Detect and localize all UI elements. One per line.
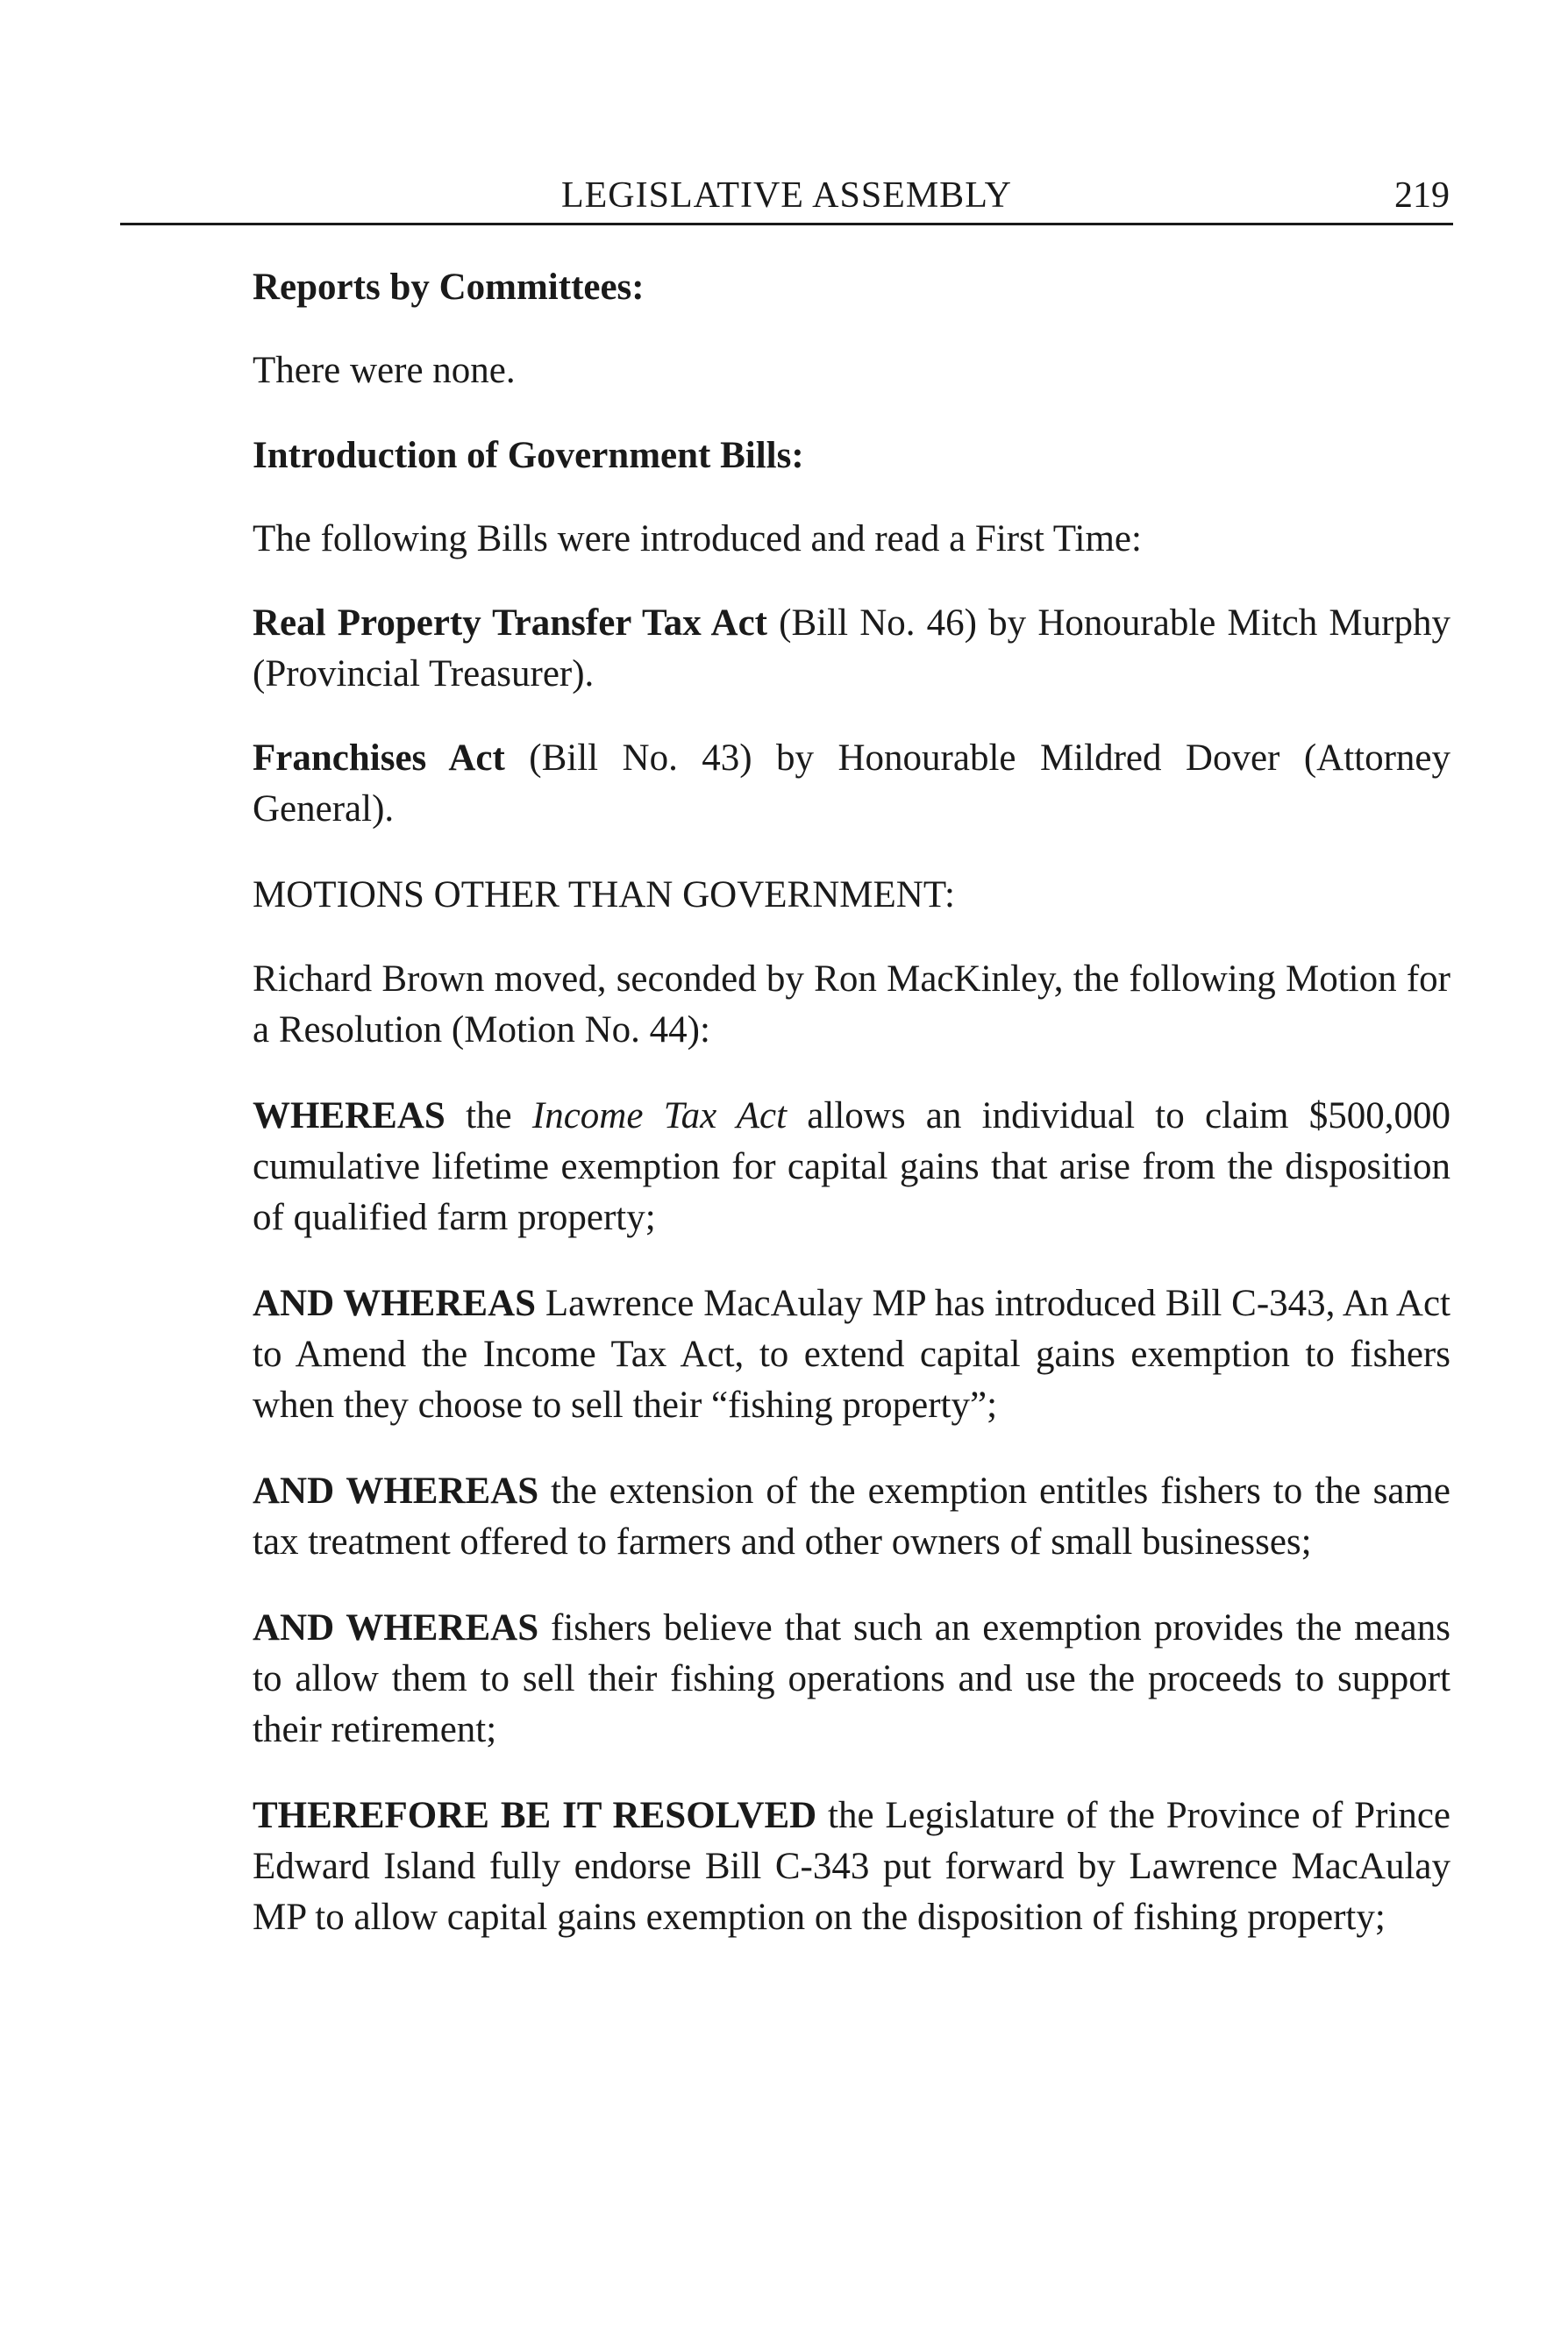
clause-text: the extension of the exemption entitles fishers to the same tax treatment offered to farmers and other owners of small businesses;	[253, 1471, 1451, 1563]
clause-text: the Legislature of the Province of Prince Edward Island fully endorse Bill C-343 put forward by Lawrence MacAulay MP to allow capital gains exemption on the disposition of fishing property;	[253, 1795, 1451, 1938]
clause-lead: AND WHEREAS	[253, 1471, 539, 1512]
clause-text: Lawrence MacAulay MP has introduced Bill C-343, An Act to Amend the Income Tax Act, to extend capital gains exemption to fishers when they choose to sell their “fishing property”;	[253, 1283, 1450, 1426]
page-number: 219	[1394, 175, 1450, 216]
motions-heading: MOTIONS OTHER THAN GOVERNMENT:	[253, 874, 955, 915]
reports-heading: Reports by Committees:	[253, 267, 645, 308]
reports-text: There were none.	[253, 350, 516, 391]
motion-clause	[253, 1466, 1450, 1568]
clause-lead: AND WHEREAS	[253, 1607, 539, 1649]
clause-text: fishers believe that such an exemption provides the means to allow them to sell their fishing operations and use the proceeds to support their retirement;	[253, 1607, 1450, 1750]
clause-text: the	[445, 1095, 532, 1136]
bill-title: Real Property Transfer Tax Act	[253, 602, 767, 644]
clause-lead: THEREFORE BE IT RESOLVED	[253, 1795, 817, 1836]
act-title: Income Tax Act	[531, 1095, 788, 1136]
clause-lead: WHEREAS	[253, 1095, 445, 1136]
motion-clause	[253, 1278, 1450, 1431]
bill-details: (Bill No. 46) by Honourable Mitch Murphy (Provincial Treasurer).	[253, 602, 1450, 694]
gov-bills-heading: Introduction of Government Bills:	[253, 435, 804, 476]
clause-text-cont: allows an individual to claim $500,000 cumulative lifetime exemption for capital gains that arise from the disposition of qualified farm property;	[253, 1095, 1450, 1238]
motion-clause	[253, 1791, 1450, 1943]
page-header	[120, 172, 1453, 225]
bill-entry	[253, 598, 1450, 700]
motion-clause	[253, 1091, 1450, 1243]
motion-clause	[253, 1603, 1450, 1756]
running-title: LEGISLATIVE ASSEMBLY	[561, 175, 1012, 216]
clause-lead: AND WHEREAS	[253, 1283, 537, 1324]
bill-entry	[253, 733, 1450, 835]
bill-details: (Bill No. 43) by Honourable Mildred Dover (Attorney General).	[253, 737, 1450, 830]
gov-bills-intro: The following Bills were introduced and read a First Time:	[253, 518, 1142, 559]
bill-title: Franchises Act	[253, 737, 505, 779]
page-body	[253, 263, 1450, 1943]
motions-intro: Richard Brown moved, seconded by Ron MacKinley, the following Motion for a Resolution (Motion No. 44):	[253, 958, 1450, 1050]
